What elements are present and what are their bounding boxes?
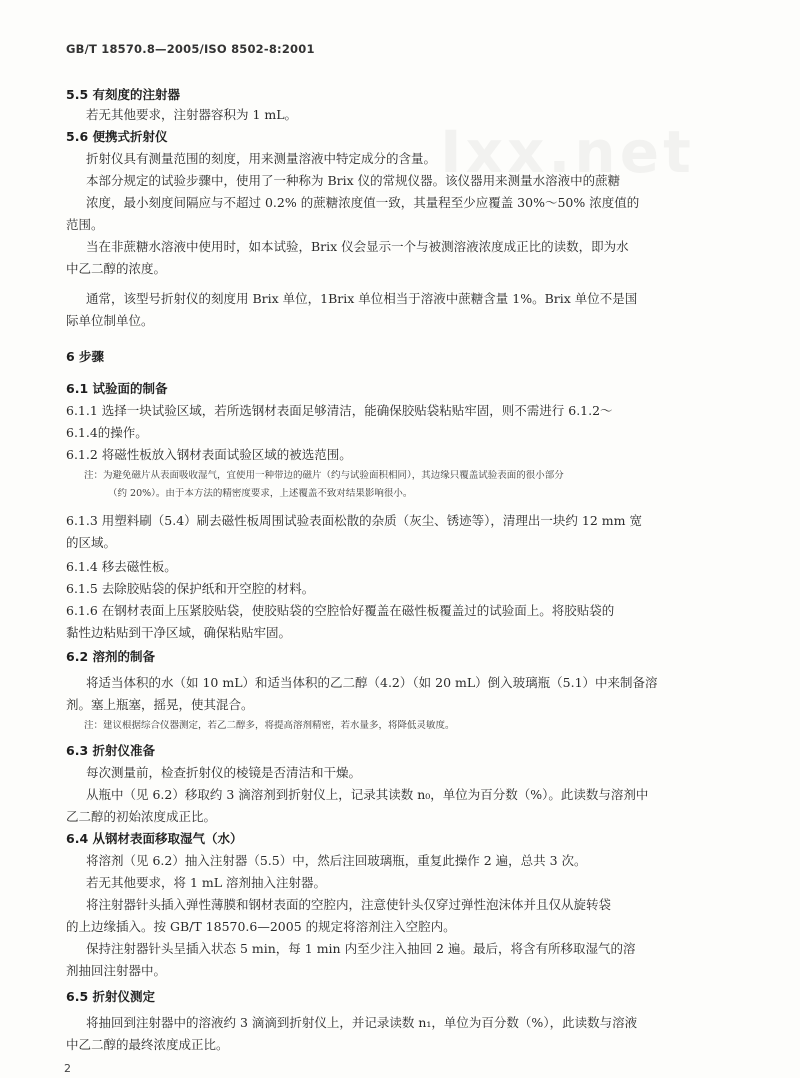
- body-line: 将抽回到注射器中的溶液约 3 滴滴到折射仪上，并记录读数 n₁，单位为百分数（%），此读数与溶液: [86, 1016, 638, 1030]
- section-heading: 6 步骤: [66, 350, 105, 364]
- body-line: 范围。: [66, 218, 104, 232]
- body-line: 6.1.4 移去磁性板。: [66, 560, 177, 574]
- body-line: 乙二醇的初始浓度成正比。: [66, 810, 217, 824]
- body-line: 的上边缘插入。按 GB/T 18570.6—2005 的规定将溶剂注入空腔内。: [66, 920, 456, 934]
- body-line: 6.1.5 去除胶贴袋的保护纸和开空腔的材料。: [66, 582, 315, 596]
- body-line: 际单位制单位。: [66, 314, 154, 328]
- body-line: 本部分规定的试验步骤中，使用了一种称为 Brix 仪的常规仪器。该仪器用来测量水溶液中的蔗糖: [86, 174, 621, 188]
- standard-header: GB/T 18570.8—2005/ISO 8502-8:2001: [66, 42, 315, 56]
- body-line: 保持注射器针头呈插入状态 5 min，每 1 min 内至少注入抽回 2 遍。最后，将含有所移取湿气的溶: [86, 942, 636, 956]
- section-heading: 6.2 溶剂的制备: [66, 650, 155, 664]
- body-line: 6.1.2 将磁性板放入钢材表面试验区域的被选范围。: [66, 448, 352, 462]
- body-line: 每次测量前，检查折射仪的棱镜是否清洁和干燥。: [86, 766, 362, 780]
- section-heading: 5.5 有刻度的注射器: [66, 88, 180, 102]
- body-line: 从瓶中（见 6.2）移取约 3 滴溶剂到折射仪上，记录其读数 n₀，单位为百分数（%）。此读数与溶剂中: [86, 788, 649, 802]
- body-line: 将溶剂（见 6.2）抽入注射器（5.5）中，然后注回玻璃瓶，重复此操作 2 遍，总共 3 次。: [86, 854, 587, 868]
- note-line: 注：建议根据综合仪器测定，若乙二醇多，将提高溶剂精密，若水量多，将降低灵敏度。: [84, 720, 455, 731]
- body-line: 中乙二醇的浓度。: [66, 262, 167, 276]
- section-heading: 6.3 折射仪准备: [66, 744, 155, 758]
- watermark: Ixx.net: [440, 118, 695, 186]
- body-line: 将注射器针头插入弹性薄膜和钢材表面的空腔内，注意使针头仅穿过弹性泡沫体并且仅从旋转袋: [86, 898, 612, 912]
- body-line: 中乙二醇的最终浓度成正比。: [66, 1038, 229, 1052]
- body-line: 6.1.1 选择一块试验区域，若所选钢材表面足够清洁，能确保胶贴袋粘贴牢固，则不需进行 6.1.2～: [66, 404, 613, 418]
- note-line: 注：为避免磁片从表面吸收湿气，宜使用一种带边的磁片（约与试验面积相同），其边缘只覆盖试验表面的很小部分: [84, 470, 564, 481]
- note-line: （约 20%）。由于本方法的精密度要求，上述覆盖不致对结果影响很小。: [108, 488, 413, 499]
- section-heading: 6.5 折射仪测定: [66, 990, 155, 1004]
- page-number: 2: [64, 1062, 71, 1075]
- body-line: 若无其他要求，将 1 mL 溶剂抽入注射器。: [86, 876, 327, 890]
- body-line: 将适当体积的水（如 10 mL）和适当体积的乙二醇（4.2）（如 20 mL）倒入玻璃瓶（5.1）中来制备溶: [86, 676, 658, 690]
- body-line: 6.1.6 在钢材表面上压紧胶贴袋，使胶贴袋的空腔恰好覆盖在磁性板覆盖过的试验面上。将胶贴袋的: [66, 604, 615, 618]
- body-line: 的区域。: [66, 536, 117, 550]
- body-line: 通常，该型号折射仪的刻度用 Brix 单位，1Brix 单位相当于溶液中蔗糖含量 1%。Brix 单位不是国: [86, 292, 638, 306]
- body-line: 6.1.3 用塑料刷（5.4）刷去磁性板周围试验表面松散的杂质（灰尘、锈迹等），清理出一块约 12 mm 宽: [66, 514, 642, 528]
- body-line: 若无其他要求，注射器容积为 1 mL。: [86, 108, 298, 122]
- body-line: 黏性边粘贴到干净区域，确保粘贴牢固。: [66, 626, 292, 640]
- section-heading: 6.4 从钢材表面移取湿气（水）: [66, 832, 243, 846]
- body-line: 6.1.4的操作。: [66, 426, 148, 440]
- body-line: 剂。塞上瓶塞，摇晃，使其混合。: [66, 698, 254, 712]
- body-line: 当在非蔗糖水溶液中使用时，如本试验，Brix 仪会显示一个与被测溶液浓度成正比的读数，即为水: [86, 240, 629, 254]
- body-line: 浓度，最小刻度间隔应与不超过 0.2% 的蔗糖浓度值一致，其量程至少应覆盖 30%～50% 浓度值的: [86, 196, 640, 210]
- section-heading: 6.1 试验面的制备: [66, 382, 168, 396]
- section-heading: 5.6 便携式折射仪: [66, 130, 168, 144]
- body-line: 折射仪具有测量范围的刻度，用来测量溶液中特定成分的含量。: [86, 152, 437, 166]
- body-line: 剂抽回注射器中。: [66, 964, 167, 978]
